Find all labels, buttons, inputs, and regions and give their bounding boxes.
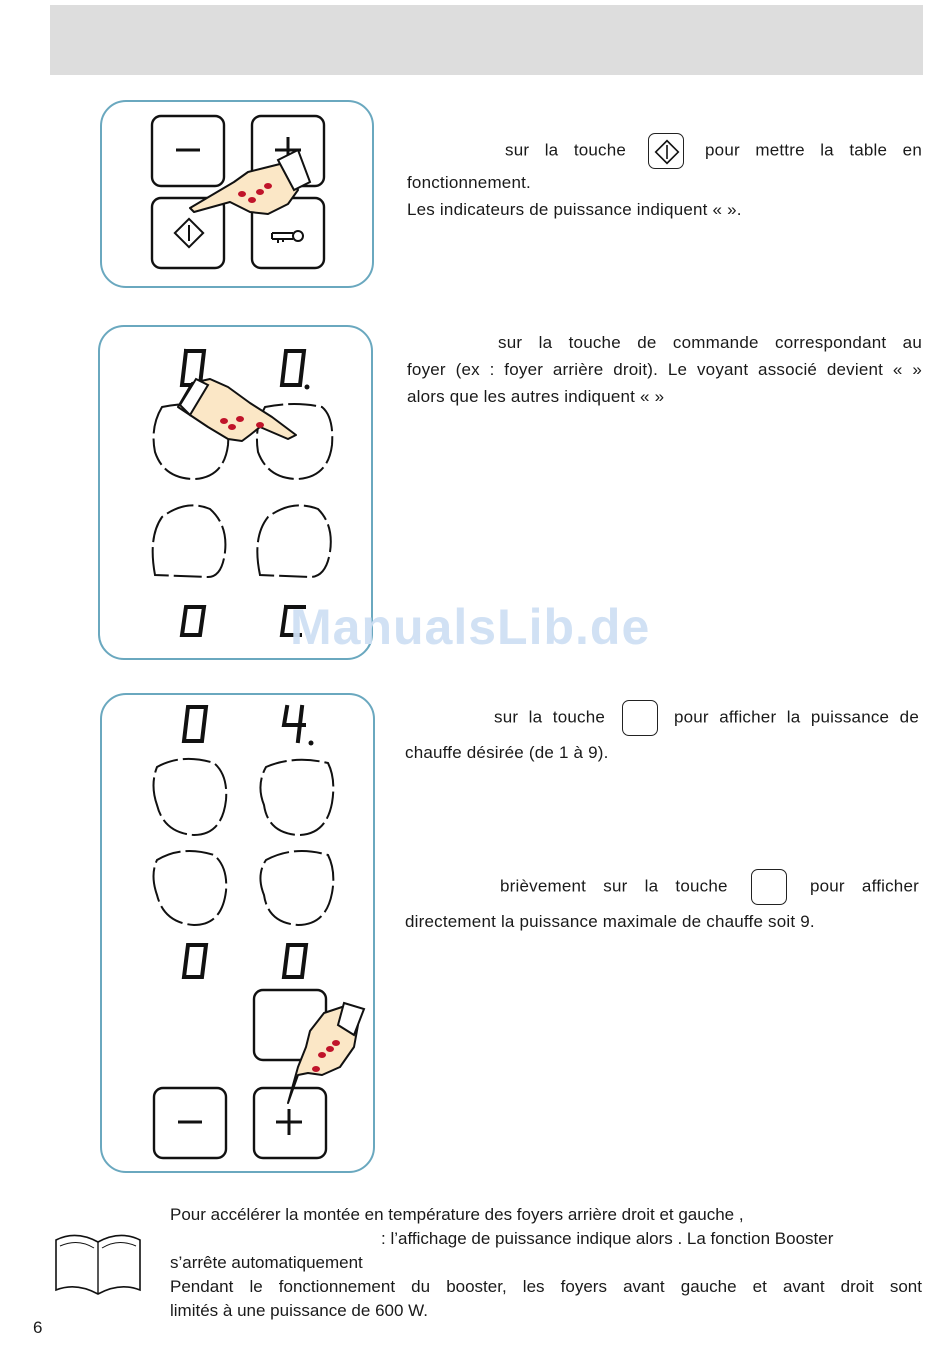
step1-text: sur la touche pour mettre la table en fonctionnement. Les indicateurs de puissance indiquent « ». [407,133,922,223]
step1-line1: sur la touche pour mettre la table en [407,133,922,169]
display-rear-right [284,707,314,746]
display-front-left [184,945,206,977]
open-book-icon [52,1232,144,1298]
step3-text: sur la touche pour afficher la puissance de chauffe désirée (de 1 à 9). [405,700,919,770]
pointing-hand-icon [178,379,296,441]
power-key-inline [648,133,684,169]
zone-front-left [154,851,227,925]
step4-text: brièvement sur la touche pour afficher directement la puissance maximale de chauffe soit 9. [405,869,919,939]
display-front-left [182,607,204,635]
zone-front-right [260,851,333,925]
step3-line1: sur la touche pour afficher la puissance de [405,700,919,736]
zone-front-right [257,505,330,577]
display-rear-right [282,351,310,390]
display-rear-left [184,707,206,741]
plus-key-inline [622,700,658,736]
power-setting-illustration [100,693,375,1173]
booster-key-inline [751,869,787,905]
step2-text: sur la touche de commande correspondant au foyer (ex : foyer arrière droit). Le voyant associé devient « » alors que les autres indiquent « » [407,333,922,406]
page-number: 6 [33,1318,43,1337]
zone-rear-right [260,760,333,835]
display-front-right [284,945,306,977]
watermark: ManualsLib.de [290,599,651,655]
control-panel-illustration [100,100,374,288]
booster-note: Pour accélérer la montée en température des foyers arrière droit et gauche , : l’affichage de puissance indique alors . La fonction Booster s’arrête automatiquement Pendant le fonctionnement du booster, les foyers avant gauche et avant droit sont limités à une puissance de 600 W. [170,1205,922,1320]
zone-front-left [153,505,226,577]
header-band [50,5,923,75]
zone-rear-left [154,759,227,835]
step4-line1: brièvement sur la touche pour afficher [405,869,919,905]
display-rear-left [182,351,204,385]
